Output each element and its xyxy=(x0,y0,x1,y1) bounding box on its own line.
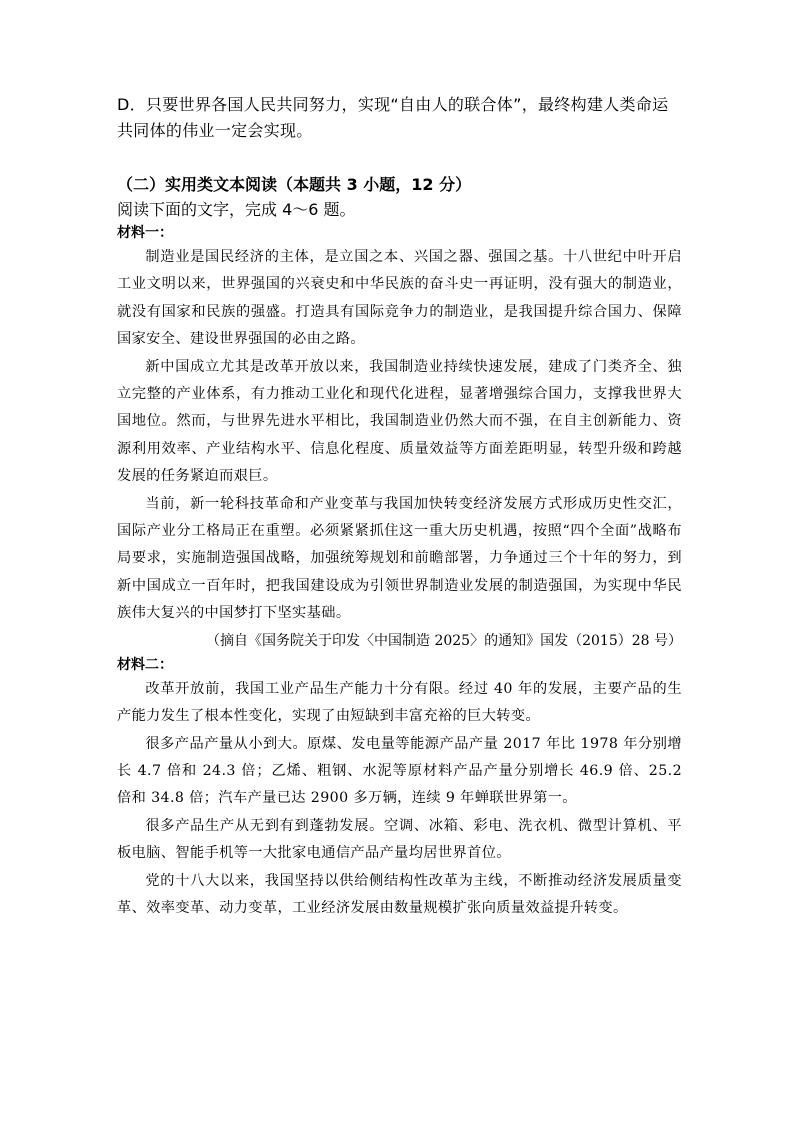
material-one-title: 材料一： xyxy=(117,225,173,241)
material-two-paragraph-2: 很多产品产量从小到大。原煤、发电量等能源产品产量 2017 年比 1978 年分别增长 4.7 倍和 24.3 倍；乙烯、粗钢、水泥等原材料产品产量分别增长 46.9 倍、25.2 倍和 34.8 倍；汽车产量已达 2900 多万辆，连续 9 年蝉联世界第一。 xyxy=(117,735,682,807)
material-one-paragraph-2: 新中国成立尤其是改革开放以来，我国制造业持续快速发展，建成了门类齐全、独立完整的产业体系，有力推动工业化和现代化进程，显著增强综合国力，支撑我世界大国地位。然而，与世界先进水平相比，我国制造业仍然大而不强，在自主创新能力、资源利用效率、产业结构水平、信息化程度、质量效益等方面差距明显，转型升级和跨越发展的任务紧迫而艰巨。 xyxy=(117,358,682,485)
material-one-paragraph-3: 当前，新一轮科技革命和产业变革与我国加快转变经济发展方式形成历史性交汇，国际产业分工格局正在重塑。必须紧紧抓住这一重大历史机遇，按照“四个全面”战略布局要求，实施制造强国战略，加强统筹规划和前瞻部署，力争通过三个十年的努力，到新中国成立一百年时，把我国建设成为引领世界制造业发展的制造强国，为实现中华民族伟大复兴的中国梦打下坚实基础。 xyxy=(117,495,682,622)
material-one-source: （摘自《国务院关于印发〈中国制造 2025〉的通知》国发（2015）28 号） xyxy=(206,632,682,649)
option-d-text: D．只要世界各国人民共同努力，实现“自由人的联合体”，最终构建人类命运共同体的伟业一定会实现。 xyxy=(117,95,669,140)
section-title: （二）实用类文本阅读（本题共 3 小题，12 分） xyxy=(117,175,472,194)
material-two-paragraph-4: 党的十八大以来，我国坚持以供给侧结构性改革为主线，不断推动经济发展质量变革、效率变革、动力变革，工业经济发展由数量规模扩张向质量效益提升转变。 xyxy=(117,872,682,916)
material-two-paragraph-3: 很多产品生产从无到有到蓬勃发展。空调、冰箱、彩电、洗衣机、微型计算机、平板电脑、智能手机等一大批家电通信产品产量均居世界首位。 xyxy=(117,817,682,862)
section-instruction: 阅读下面的文字，完成 4～6 题。 xyxy=(117,200,356,219)
document-page xyxy=(117,92,682,922)
material-two-title: 材料二： xyxy=(117,656,173,673)
material-one-paragraph-1: 制造业是国民经济的主体，是立国之本、兴国之器、强国之基。十八世纪中叶开启工业文明以来，世界强国的兴衰史和中华民族的奋斗史一再证明，没有强大的制造业，就没有国家和民族的强盛。打造具有国际竞争力的制造业，是我国提升综合国力、保障国家安全、建设世界强国的必由之路。 xyxy=(117,249,682,348)
material-two-paragraph-1: 改革开放前，我国工业产品生产能力十分有限。经过 40 年的发展，主要产品的生产能力发生了根本性变化，实现了由短缺到丰富充裕的巨大转变。 xyxy=(117,680,682,725)
